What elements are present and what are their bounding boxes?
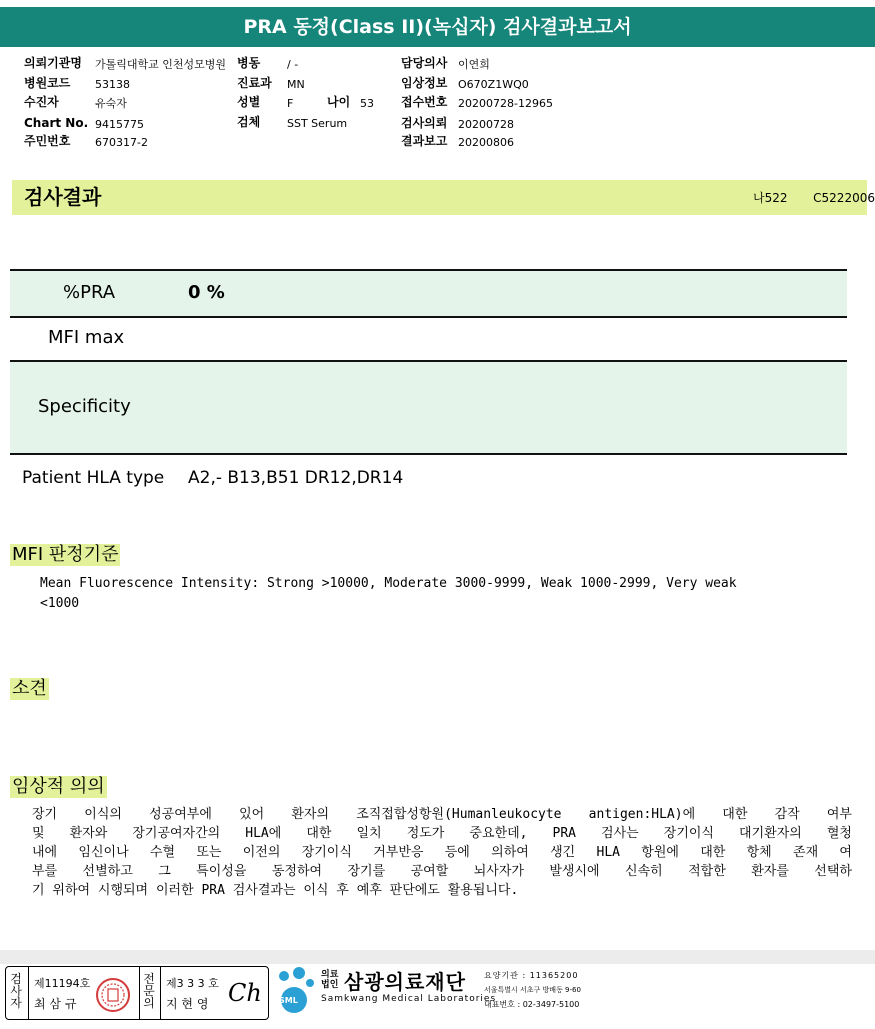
ward-value: / - bbox=[287, 58, 299, 71]
reviewer-signature: Ch bbox=[228, 979, 262, 1007]
receipt-value: 20200728-12965 bbox=[458, 97, 553, 110]
significance-line: 장기 이식의 성공여부에 있어 환자의 조직접합성항원(Humanleukocyte antigen:HLA)에 대한 감작 여부 bbox=[32, 807, 852, 822]
hla-label: Patient HLA type bbox=[22, 468, 165, 488]
table-rule bbox=[10, 316, 847, 318]
clinical-label: 임상정보 bbox=[401, 76, 448, 90]
hospital-code-value: 53138 bbox=[95, 78, 130, 91]
report-label: 결과보고 bbox=[401, 134, 448, 148]
request-value: 20200728 bbox=[458, 118, 514, 131]
tester-label: 검 사 자 bbox=[10, 972, 22, 1010]
pra-value: 0 % bbox=[188, 282, 225, 303]
result-heading-band bbox=[12, 180, 867, 215]
opinion-heading: 소견 bbox=[12, 678, 47, 699]
doctor-value: 이연희 bbox=[458, 58, 490, 71]
header-row-1 bbox=[24, 56, 82, 70]
seal-icon bbox=[95, 977, 131, 1017]
mfi-max-label: MFI max bbox=[48, 327, 125, 348]
footer-divider bbox=[0, 950, 875, 964]
mfi-criteria-line-2: <1000 bbox=[40, 596, 80, 611]
patient-label: 수진자 bbox=[24, 95, 59, 109]
org-kind: 의료 법인 bbox=[321, 970, 339, 990]
significance-line: 내에 임신이나 수혈 또는 이전의 장기이식 거부반응 등에 의하여 생긴 HLA 항원에 대한 항체 존재 여 bbox=[32, 845, 852, 860]
receipt-label: 접수번호 bbox=[401, 95, 448, 109]
significance-line: 및 환자와 장기공여자간의 HLA에 대한 일치 정도가 중요한데, PRA 검사는 장기이식 대기환자의 혈청 bbox=[32, 826, 852, 841]
specificity-row-band bbox=[10, 362, 847, 453]
signature-box bbox=[5, 966, 269, 1020]
result-codes bbox=[753, 190, 875, 206]
chart-value: 9415775 bbox=[95, 118, 144, 131]
result-heading: 검사결과 bbox=[24, 185, 102, 209]
pra-label: %PRA bbox=[63, 282, 116, 303]
org-phone: 대표번호 : 02-3497-5100 bbox=[484, 1000, 580, 1009]
doctor-label: 담당의사 bbox=[401, 56, 448, 70]
institution-value: 가톨릭대학교 인천성모병원 bbox=[95, 58, 227, 71]
hla-value: A2,- B13,B51 DR12,DR14 bbox=[188, 468, 404, 488]
age-value: 53 bbox=[360, 97, 374, 110]
org-code: 요양기관 : 11365200 bbox=[484, 971, 579, 980]
rrn-value: 670317-2 bbox=[95, 136, 148, 149]
specimen-value: SST Serum bbox=[287, 117, 348, 130]
institution-label: 의뢰기관명 bbox=[24, 56, 82, 70]
ward-label: 병동 bbox=[237, 56, 261, 70]
clinical-value: O670Z1WQ0 bbox=[458, 78, 529, 91]
reviewer-name: 지 현 영 bbox=[166, 997, 209, 1011]
dept-value: MN bbox=[287, 78, 305, 91]
reviewer-label: 전 문 의 bbox=[143, 972, 155, 1010]
specimen-label: 검체 bbox=[237, 115, 261, 129]
table-rule bbox=[10, 453, 847, 455]
reviewer-number: 제3 3 3 호 bbox=[166, 977, 219, 990]
patient-value: 유숙자 bbox=[95, 97, 127, 110]
significance-line: 기 위하여 시행되며 이러한 PRA 검사결과는 이식 후 예후 판단에도 활용됩니다. bbox=[32, 883, 519, 898]
age-label: 나이 bbox=[327, 95, 351, 109]
dept-label: 진료과 bbox=[237, 76, 272, 90]
logo-text: SML bbox=[279, 996, 298, 1005]
report-title: PRA 동정(Class II)(녹십자) 검사결과보고서 bbox=[0, 7, 875, 47]
hospital-code-label: 병원코드 bbox=[24, 76, 71, 90]
request-label: 검사의뢰 bbox=[401, 116, 448, 130]
result-code-1: 나522 bbox=[753, 191, 788, 205]
clinical-significance-text bbox=[32, 805, 852, 900]
significance-line: 부를 선별하고 그 특이성을 동정하여 장기를 공여할 뇌사자가 발생시에 신속히 적합한 환자를 선택하 bbox=[32, 864, 852, 879]
sex-label: 성별 bbox=[237, 95, 261, 109]
report-value: 20200806 bbox=[458, 136, 514, 149]
result-code-2: C5222006 bbox=[813, 191, 875, 205]
tester-name: 최 삼 규 bbox=[34, 997, 77, 1011]
mfi-criteria-heading: MFI 판정기준 bbox=[12, 544, 119, 565]
mfi-criteria-line-1: Mean Fluorescence Intensity: Strong >10000, Moderate 3000-9999, Weak 1000-2999, Very weak bbox=[40, 576, 737, 591]
tester-number: 제11194호 bbox=[34, 977, 91, 990]
org-name: 삼광의료재단 bbox=[344, 970, 466, 994]
org-address: 서울특별시 서초구 방배동 9-60 bbox=[484, 986, 581, 994]
sex-value: F bbox=[287, 97, 294, 110]
clinical-significance-heading: 임상적 의의 bbox=[12, 776, 105, 797]
sml-logo-icon bbox=[272, 966, 318, 1020]
specificity-label: Specificity bbox=[38, 396, 131, 417]
chart-label: Chart No. bbox=[24, 116, 89, 130]
org-name-en: Samkwang Medical Laboratories bbox=[321, 994, 497, 1004]
pra-row-band bbox=[10, 271, 847, 316]
rrn-label: 주민번호 bbox=[24, 134, 71, 148]
